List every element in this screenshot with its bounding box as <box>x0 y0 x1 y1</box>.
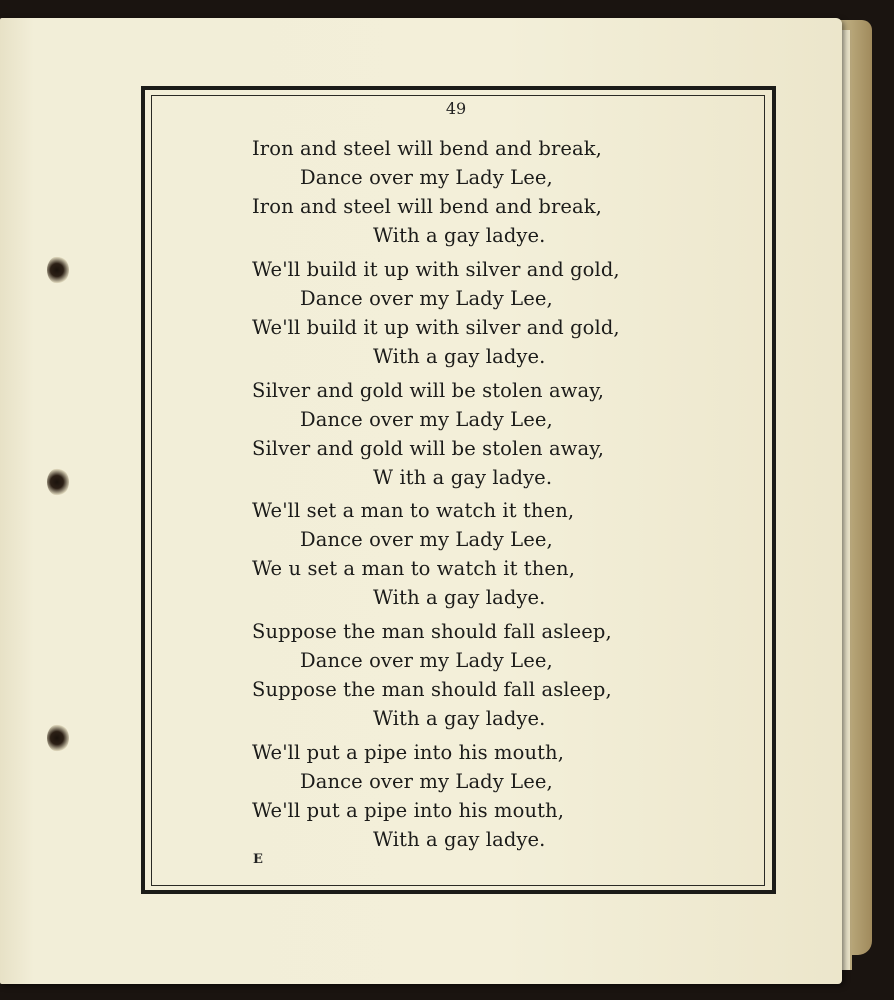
closing-line: With a gay ladye. <box>373 828 546 851</box>
closing-line: W ith a gay ladye. <box>373 466 553 489</box>
page-number: 49 <box>445 99 467 118</box>
refrain-line: Dance over my Lady Lee, <box>300 287 553 310</box>
refrain-line: Dance over my Lady Lee, <box>300 408 553 431</box>
verse-line: We'll set a man to watch it then, <box>252 499 575 522</box>
verse-line: We'll put a pipe into his mouth, <box>252 799 565 822</box>
verse-line: Suppose the man should fall asleep, <box>252 620 612 643</box>
verse-line: We'll build it up with silver and gold, <box>252 258 620 281</box>
verse-line: Iron and steel will bend and break, <box>252 137 602 160</box>
refrain-line: Dance over my Lady Lee, <box>300 649 553 672</box>
binding-hole <box>47 468 69 496</box>
closing-line: With a gay ladye. <box>373 707 546 730</box>
closing-line: With a gay ladye. <box>373 224 546 247</box>
closing-line: With a gay ladye. <box>373 586 546 609</box>
verse-line: Silver and gold will be stolen away, <box>252 437 605 460</box>
verse-line: We u set a man to watch it then, <box>252 557 575 580</box>
binding-hole <box>47 724 69 752</box>
verse-line: Iron and steel will bend and break, <box>252 195 602 218</box>
refrain-line: Dance over my Lady Lee, <box>300 770 553 793</box>
verse-line: Suppose the man should fall asleep, <box>252 678 612 701</box>
closing-line: With a gay ladye. <box>373 345 546 368</box>
signature-mark: E <box>253 852 263 867</box>
verse-line: We'll put a pipe into his mouth, <box>252 741 565 764</box>
refrain-line: Dance over my Lady Lee, <box>300 166 553 189</box>
verse-line: We'll build it up with silver and gold, <box>252 316 620 339</box>
binding-hole <box>47 256 69 284</box>
refrain-line: Dance over my Lady Lee, <box>300 528 553 551</box>
verse-line: Silver and gold will be stolen away, <box>252 379 605 402</box>
